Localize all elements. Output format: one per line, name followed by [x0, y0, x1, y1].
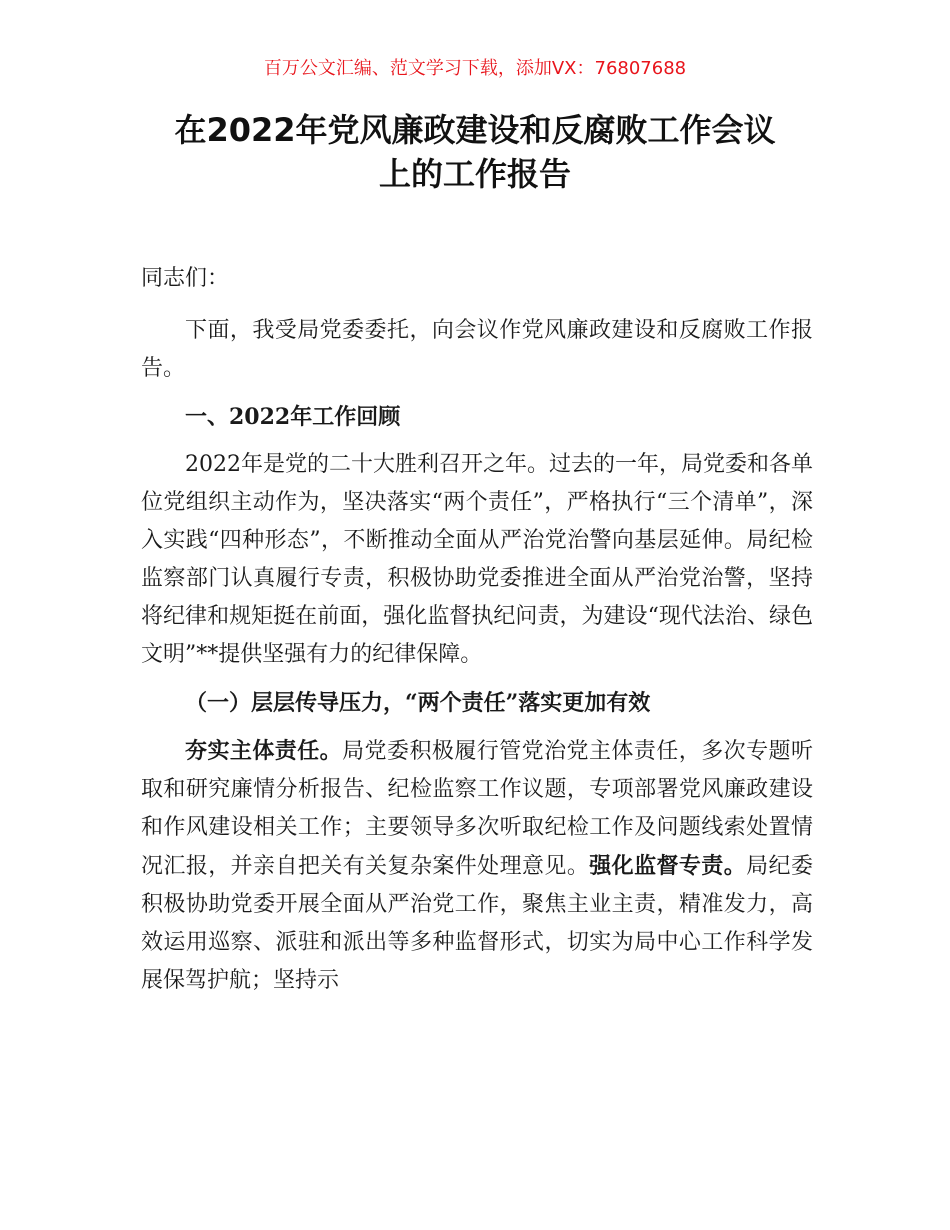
- salutation: 同志们：: [141, 266, 230, 291]
- title-line-2: 上的工作报告: [378, 155, 571, 193]
- section-1-heading: 一、2022年工作回顾: [185, 404, 401, 430]
- title-line-1: 在2022年党风廉政建设和反腐败工作会议: [174, 111, 776, 149]
- document-body: [141, 260, 813, 1010]
- document-title: [100, 108, 850, 196]
- intro-paragraph: 下面，我受局党委委托，向会议作党风廉政建设和反腐败工作报告。: [141, 318, 813, 381]
- main-responsibility-text: 局党委积极履行管党治党主体责任，多次专题听取和研究廉情分析报告、纪检监察工作议题，专项部署党风廉政建设和作风建设相关工作；主要领导多次听取纪检工作及问题线索处置情况汇报，并亲自把关有关复杂案件处理意见。: [141, 739, 813, 879]
- download-notice: 百万公文汇编、范文学习下载，添加VX：76807688: [263, 58, 687, 79]
- section-1-paragraph: 2022年是党的二十大胜利召开之年。过去的一年，局党委和各单位党组织主动作为，坚决落实“两个责任”，严格执行“三个清单”，深入实践“四种形态”，不断推动全面从严治党治警向基层延伸。局纪检监察部门认真履行专责，积极协助党委推进全面从严治党治警，坚持将纪律和规矩挺在前面，强化监督执纪问责，为建设“现代法治、绿色文明”**提供坚强有力的纪律保障。: [141, 452, 813, 667]
- lead-phrase-main-responsibility: 夯实主体责任。: [185, 738, 343, 764]
- supervision-text: 局纪委积极协助党委开展全面从严治党工作，聚焦主业主责，精准发力，高效运用巡察、派驻和派出等多种监督形式，切实为局中心工作科学发展保驾护航；坚持示: [141, 854, 813, 993]
- subsection-1-heading: （一）层层传导压力，“两个责任”落实更加有效: [185, 690, 651, 716]
- lead-phrase-supervision: 强化监督专责。: [589, 853, 747, 879]
- responsibility-paragraph: [141, 732, 813, 1000]
